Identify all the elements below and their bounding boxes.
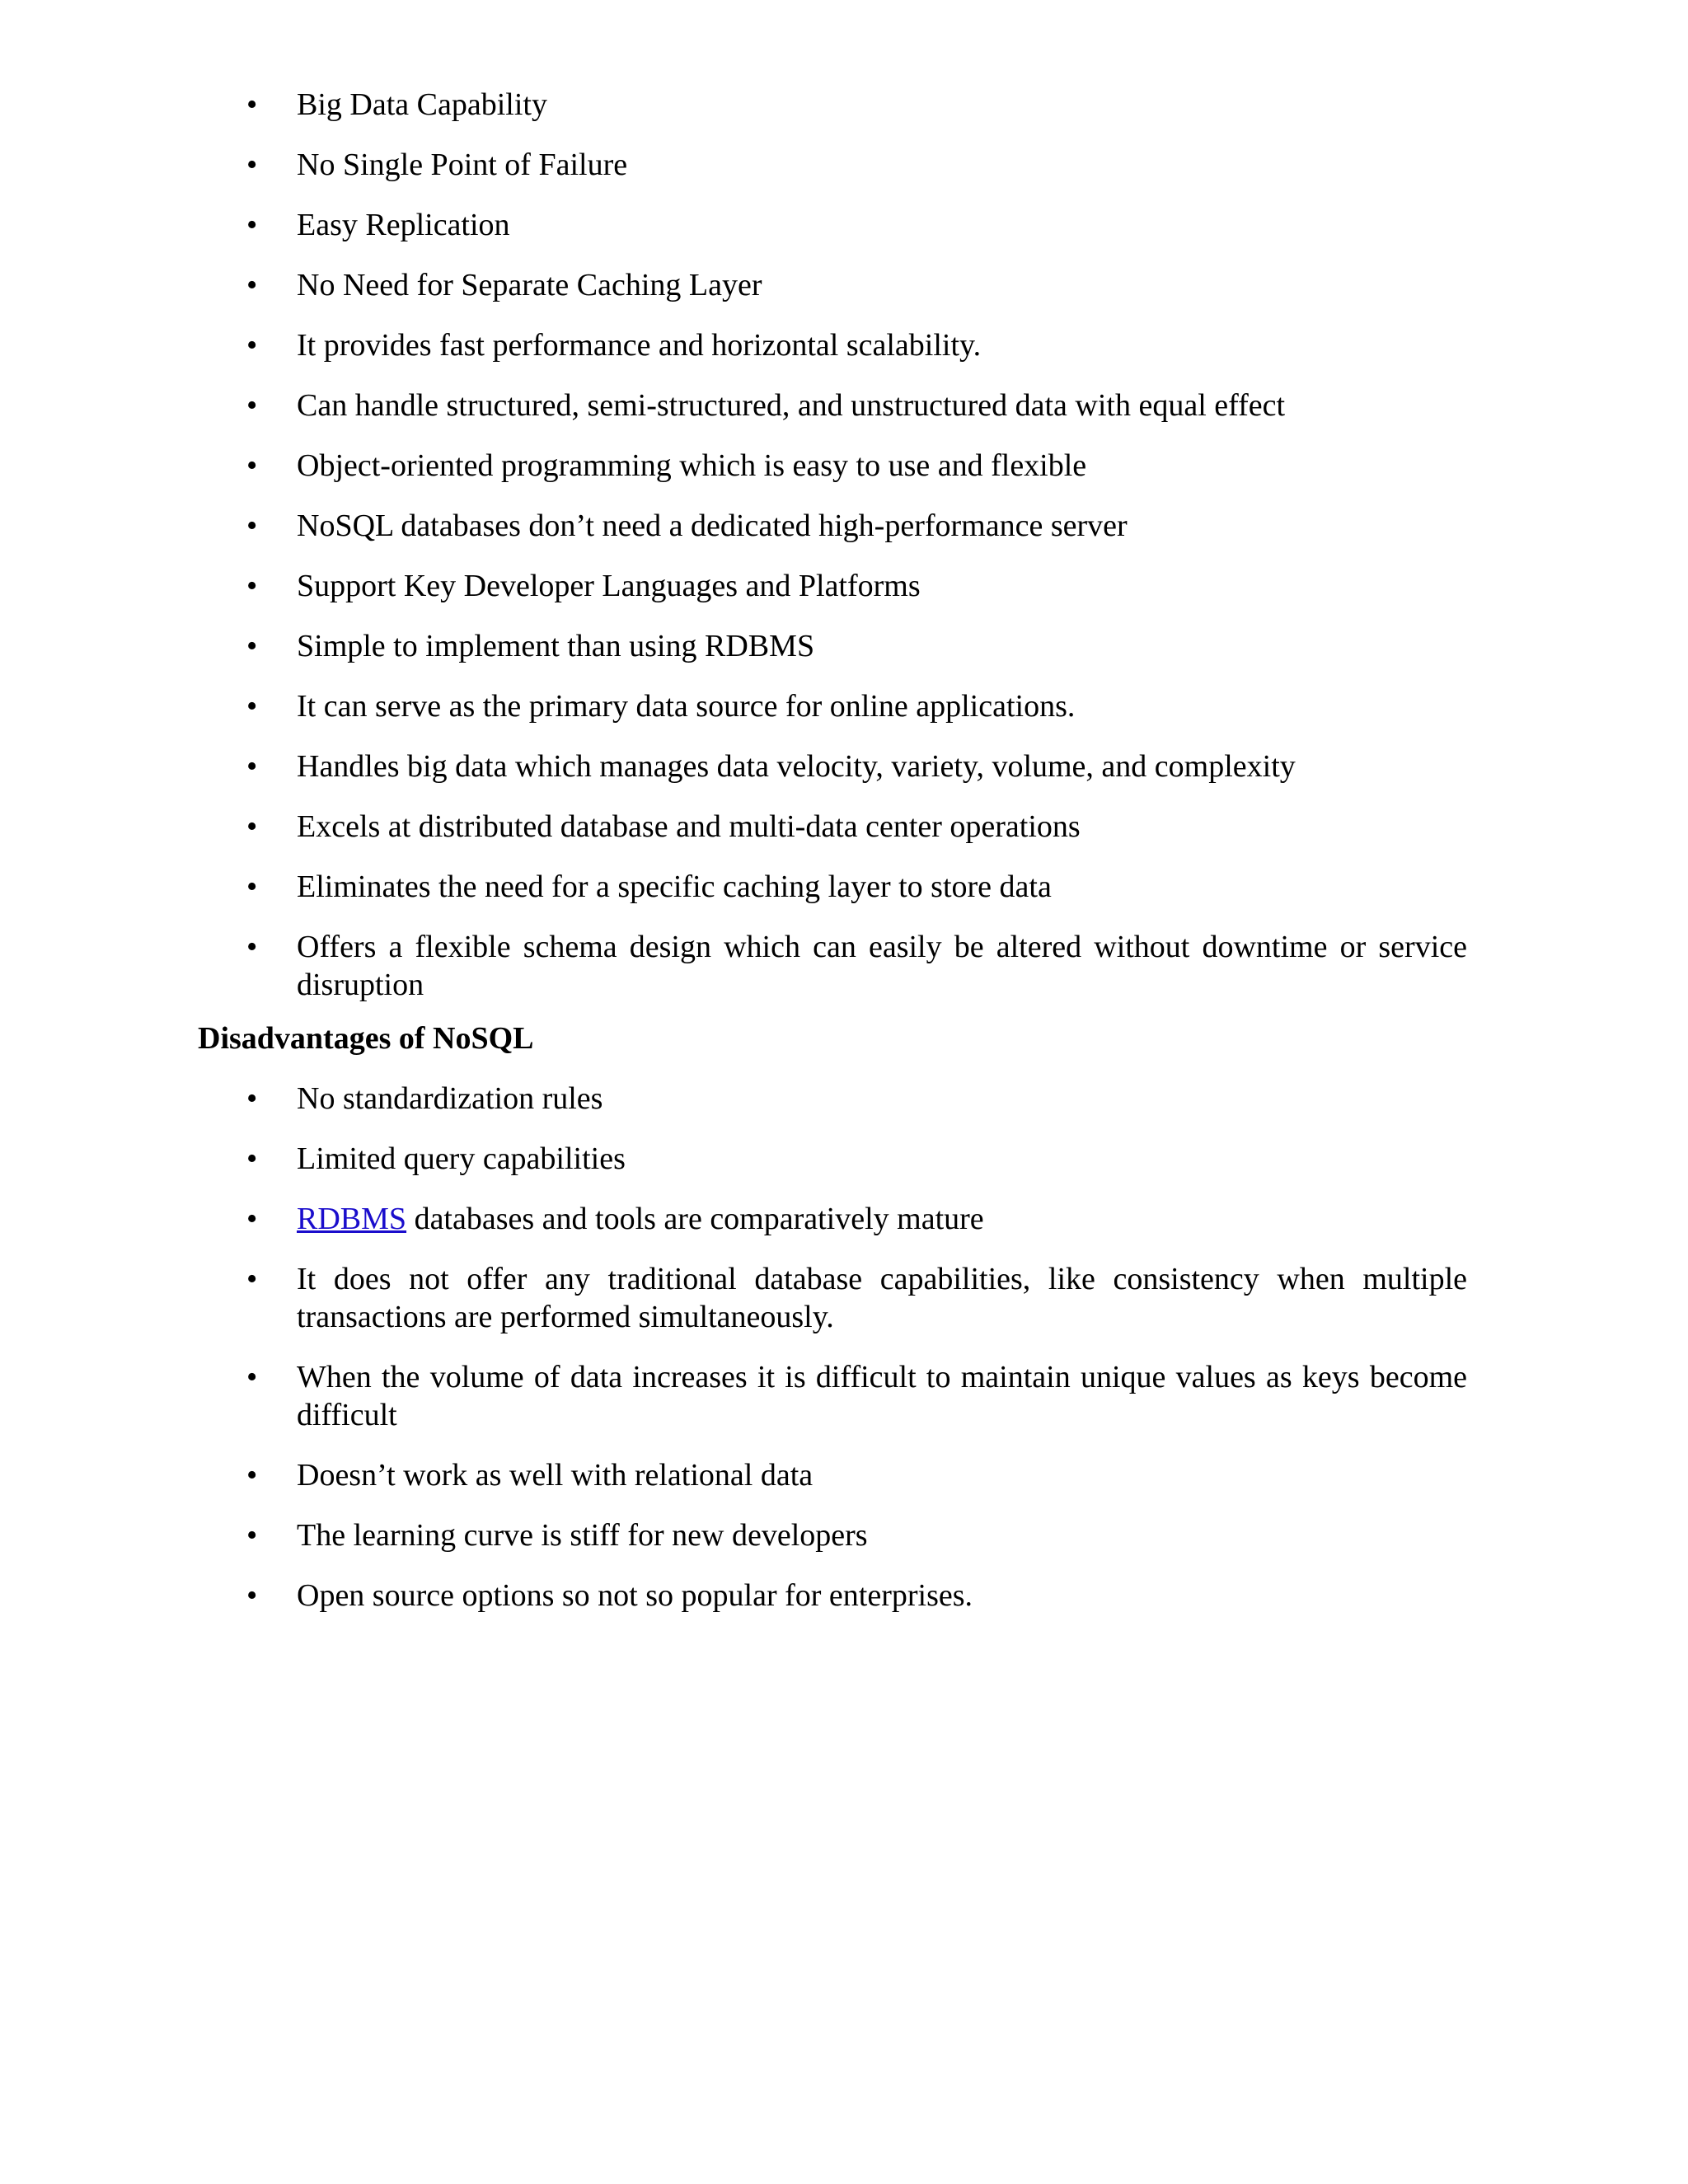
bullet-icon: • xyxy=(246,1141,258,1176)
bullet-icon: • xyxy=(246,208,258,242)
bullet-icon: • xyxy=(246,1262,258,1296)
bullet-icon: • xyxy=(246,749,258,784)
list-item xyxy=(0,1577,1688,1615)
section-heading: Disadvantages of NoSQL xyxy=(198,1021,534,1056)
bullet-icon: • xyxy=(246,1202,258,1236)
list-item xyxy=(0,1260,1688,1336)
bullet-icon: • xyxy=(246,869,258,904)
list-item-text: Limited query capabilities xyxy=(297,1141,626,1176)
bullet-icon: • xyxy=(246,689,258,724)
list-item xyxy=(0,326,1688,364)
bullet-icon: • xyxy=(246,448,258,483)
list-item xyxy=(0,808,1688,846)
bullet-icon: • xyxy=(246,1518,258,1553)
list-item xyxy=(0,1140,1688,1178)
list-item xyxy=(0,567,1688,605)
list-item xyxy=(0,748,1688,785)
bullet-icon: • xyxy=(246,809,258,844)
list-item xyxy=(0,86,1688,124)
list-item-text: Excels at distributed database and multi-data center operations xyxy=(297,809,1081,844)
list-item-text: It does not offer any traditional database capabilities, like consistency when multiple transactions are performed simultaneously. xyxy=(297,1262,1467,1334)
list-item-text: Big Data Capability xyxy=(297,87,547,122)
list-item-text: Handles big data which manages data velocity, variety, volume, and complexity xyxy=(297,749,1296,784)
list-item-text: It can serve as the primary data source for online applications. xyxy=(297,689,1076,724)
list-item xyxy=(0,1516,1688,1554)
bullet-icon: • xyxy=(246,569,258,603)
list-item xyxy=(0,507,1688,545)
list-item-text: No standardization rules xyxy=(297,1081,603,1116)
list-item-text: It provides fast performance and horizontal scalability. xyxy=(297,328,982,363)
list-item-text: Can handle structured, semi-structured, and unstructured data with equal effect xyxy=(297,388,1286,423)
list-item-text: Eliminates the need for a specific caching layer to store data xyxy=(297,869,1052,904)
bullet-icon: • xyxy=(246,629,258,663)
disadvantages-list xyxy=(0,1080,1688,1637)
bullet-icon: • xyxy=(246,1360,258,1394)
list-item xyxy=(0,1358,1688,1434)
list-item-text: No Need for Separate Caching Layer xyxy=(297,268,762,302)
list-item xyxy=(0,868,1688,906)
bullet-icon: • xyxy=(246,87,258,122)
rdbms-link[interactable]: RDBMS xyxy=(297,1202,407,1236)
list-item-text: When the volume of data increases it is difficult to maintain unique values as keys become difficult xyxy=(297,1360,1467,1432)
list-item-text: Offers a flexible schema design which can easily be altered without downtime or service disruption xyxy=(297,930,1467,1002)
list-item xyxy=(0,687,1688,725)
bullet-icon: • xyxy=(246,148,258,182)
list-item-text: Open source options so not so popular for enterprises. xyxy=(297,1578,973,1613)
bullet-icon: • xyxy=(246,388,258,423)
bullet-icon: • xyxy=(246,930,258,964)
list-item xyxy=(0,146,1688,184)
list-item-text: Simple to implement than using RDBMS xyxy=(297,629,815,663)
list-item xyxy=(0,387,1688,424)
list-item-text: The learning curve is stiff for new developers xyxy=(297,1518,868,1553)
list-item xyxy=(0,206,1688,244)
list-item-text: Object-oriented programming which is easy to use and flexible xyxy=(297,448,1087,483)
list-item-text: Doesn’t work as well with relational data xyxy=(297,1458,814,1493)
list-item xyxy=(0,1456,1688,1494)
bullet-icon: • xyxy=(246,328,258,363)
bullet-icon: • xyxy=(246,509,258,543)
list-item xyxy=(0,627,1688,665)
advantages-list xyxy=(0,86,1688,1026)
list-item-text: NoSQL databases don’t need a dedicated high-performance server xyxy=(297,509,1128,543)
list-item-text: Support Key Developer Languages and Platforms xyxy=(297,569,921,603)
list-item-text: Easy Replication xyxy=(297,208,510,242)
list-item-text: No Single Point of Failure xyxy=(297,148,628,182)
list-item xyxy=(0,447,1688,485)
bullet-icon: • xyxy=(246,268,258,302)
list-item-text: databases and tools are comparatively mature xyxy=(406,1202,984,1236)
list-item xyxy=(0,1200,1688,1238)
bullet-icon: • xyxy=(246,1081,258,1116)
list-item xyxy=(0,1080,1688,1118)
bullet-icon: • xyxy=(246,1458,258,1493)
bullet-icon: • xyxy=(246,1578,258,1613)
list-item xyxy=(0,266,1688,304)
list-item xyxy=(0,928,1688,1004)
